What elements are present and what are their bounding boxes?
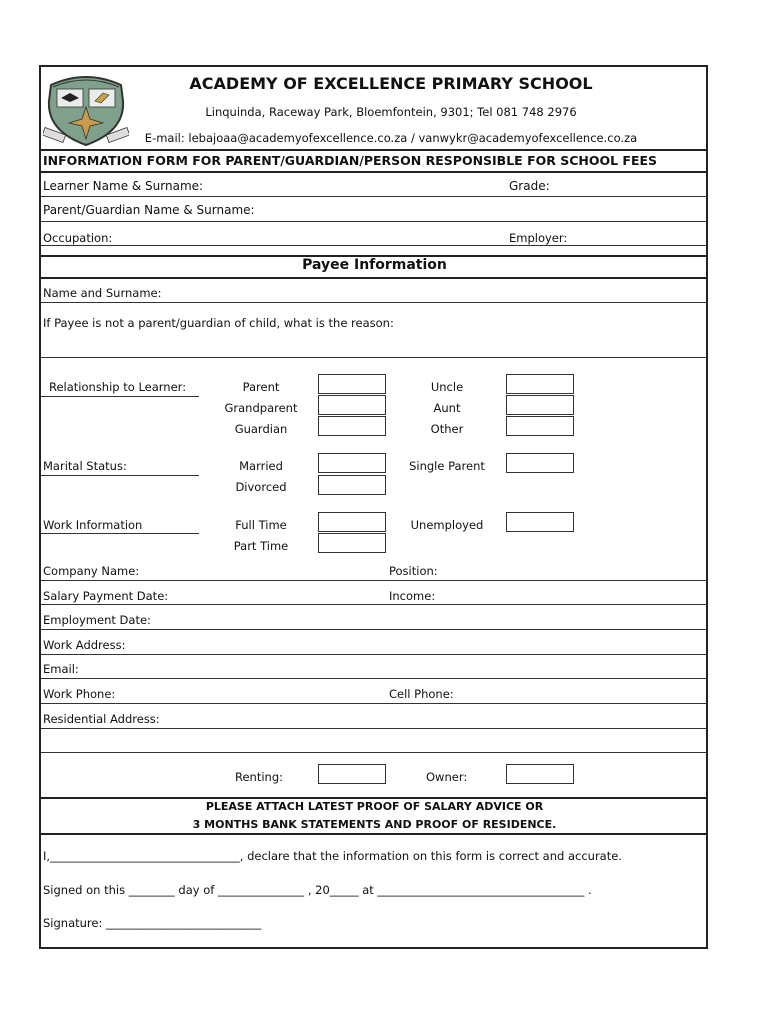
option-uncle: Uncle (430, 380, 464, 394)
work-phone-label: Work Phone: (43, 687, 116, 701)
school-address: Linquinda, Raceway Park, Bloemfontein, 9301; Tel 081 748 2976 (205, 105, 577, 119)
option-divorced: Divorced (235, 480, 287, 494)
guardian-checkbox[interactable] (318, 416, 386, 436)
work-address-label: Work Address: (43, 638, 126, 652)
option-married: Married (239, 459, 283, 473)
school-name: ACADEMY OF EXCELLENCE PRIMARY SCHOOL (189, 74, 593, 93)
aunt-checkbox[interactable] (506, 395, 574, 415)
salary-date-label: Salary Payment Date: (43, 589, 169, 603)
divorced-checkbox[interactable] (318, 475, 386, 495)
declaration-line: I,_________________________________, declare that the information on this form is correct and accurate. (43, 849, 622, 863)
renting-label: Renting: (235, 770, 284, 784)
option-unemployed: Unemployed (410, 518, 484, 532)
other-checkbox[interactable] (506, 416, 574, 436)
option-aunt: Aunt (433, 401, 461, 415)
company-name-label: Company Name: (43, 564, 140, 578)
attachment-notice-line2: 3 MONTHS BANK STATEMENTS AND PROOF OF RESIDENCE. (192, 818, 557, 831)
option-single-parent: Single Parent (409, 459, 485, 473)
employer-label: Employer: (509, 231, 568, 245)
married-checkbox[interactable] (318, 453, 386, 473)
learner-name-label: Learner Name & Surname: (43, 179, 204, 193)
relationship-label: Relationship to Learner: (49, 380, 187, 394)
signed-on-line: Signed on this ________ day of _______________ , 20_____ at ____________________________________ . (43, 883, 592, 897)
uncle-checkbox[interactable] (506, 374, 574, 394)
crest-icon (43, 71, 129, 147)
fee-information-form (39, 65, 708, 949)
email-label: Email: (43, 662, 79, 676)
grandparent-checkbox[interactable] (318, 395, 386, 415)
owner-checkbox[interactable] (506, 764, 574, 784)
cell-phone-label: Cell Phone: (389, 687, 454, 701)
grade-label: Grade: (509, 179, 550, 193)
attachment-notice-line1: PLEASE ATTACH LATEST PROOF OF SALARY ADVICE OR (205, 800, 544, 813)
payee-name-label: Name and Surname: (43, 286, 162, 300)
full-time-checkbox[interactable] (318, 512, 386, 532)
residential-address-label: Residential Address: (43, 712, 160, 726)
school-email: E-mail: lebajoaa@academyofexcellence.co.za / vanwykr@academyofexcellence.co.za (144, 131, 638, 145)
work-information-label: Work Information (43, 518, 143, 532)
parent-checkbox[interactable] (318, 374, 386, 394)
single-parent-checkbox[interactable] (506, 453, 574, 473)
option-grandparent: Grandparent (224, 401, 298, 415)
position-label: Position: (389, 564, 438, 578)
parent-name-label: Parent/Guardian Name & Surname: (43, 203, 255, 217)
payee-section-title: Payee Information (302, 257, 447, 273)
payee-reason-label: If Payee is not a parent/guardian of child, what is the reason: (43, 316, 394, 330)
renting-checkbox[interactable] (318, 764, 386, 784)
unemployed-checkbox[interactable] (506, 512, 574, 532)
income-label: Income: (389, 589, 436, 603)
signature-line: Signature: ___________________________ (43, 916, 262, 930)
option-full-time: Full Time (235, 518, 287, 532)
option-parent: Parent (242, 380, 280, 394)
option-guardian: Guardian (234, 422, 288, 436)
occupation-label: Occupation: (43, 231, 113, 245)
marital-status-label: Marital Status: (43, 459, 127, 473)
option-part-time: Part Time (233, 539, 289, 553)
option-other: Other (430, 422, 464, 436)
school-crest-logo (43, 71, 129, 147)
part-time-checkbox[interactable] (318, 533, 386, 553)
form-title: INFORMATION FORM FOR PARENT/GUARDIAN/PERSON RESPONSIBLE FOR SCHOOL FEES (43, 153, 658, 168)
owner-label: Owner: (426, 770, 468, 784)
employment-date-label: Employment Date: (43, 613, 151, 627)
